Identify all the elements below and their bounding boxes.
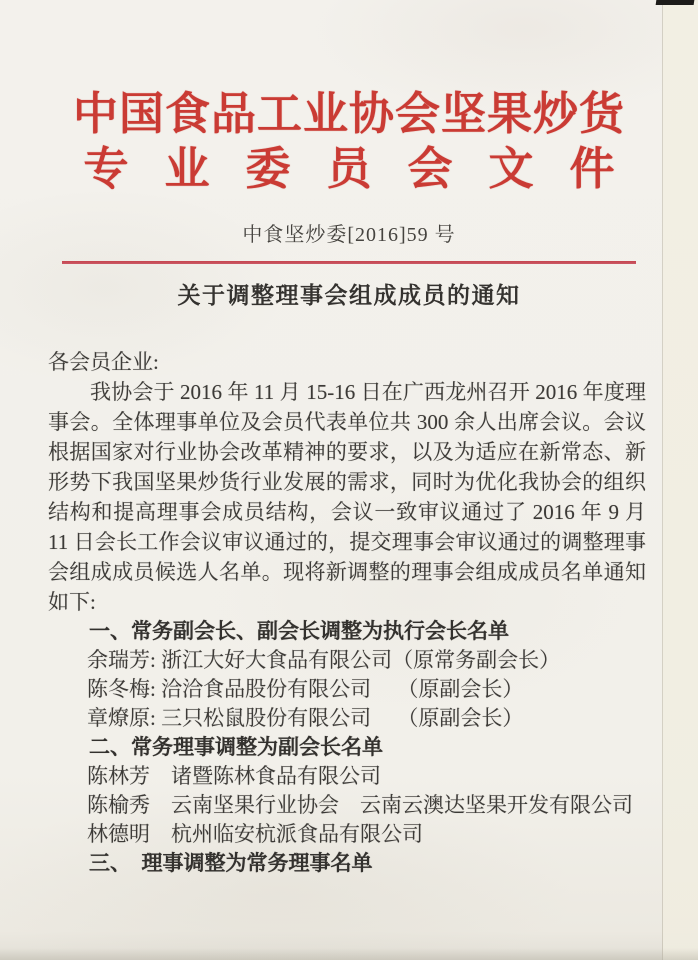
section-1-heading: 一、常务副会长、副会长调整为执行会长名单 [89, 619, 509, 643]
letterhead-org-name-line2: 专业委员会文件 [83, 144, 651, 194]
paper-edge-strip [663, 0, 698, 960]
section-1-entry-1: 余瑞芳: 浙江大好大食品有限公司（原常务副会长） [87, 648, 561, 672]
letterhead-org-name-line1: 中国食品工业协会坚果炒货 [72, 89, 625, 139]
letterhead-org-name-line2-wrap [0, 144, 698, 194]
salutation: 各会员企业: [48, 350, 159, 374]
paper-edge-line [662, 0, 663, 960]
section-2-entry-1: 陈林芳 诸暨陈林食品有限公司 [87, 764, 381, 788]
sections-list [48, 617, 646, 878]
section-2-entry-2: 陈榆秀 云南坚果行业协会 云南云澳达坚果开发有限公司 [87, 793, 633, 817]
document-number: 中食坚炒委[2016]59 号 [242, 224, 456, 246]
document-title: 关于调整理事会组成成员的通知 [177, 283, 521, 308]
section-2-entry-3: 林德明 杭州临安杭派食品有限公司 [87, 822, 423, 846]
section-3-heading: 三、 理事调整为常务理事名单 [89, 851, 373, 875]
section-2-heading: 二、常务理事调整为副会长名单 [89, 735, 383, 759]
section-1-entry-3: 章燎原: 三只松鼠股份有限公司 （原副会长） [87, 706, 524, 730]
section-1-entry-2: 陈冬梅: 洽洽食品股份有限公司 （原副会长） [87, 677, 524, 701]
red-separator-rule [62, 261, 636, 264]
bottom-scan-shadow [0, 948, 698, 960]
document-body [0, 347, 698, 878]
main-paragraph: 我协会于 2016 年 11 月 15-16 日在广西龙州召开 2016 年度理事会。全体理事单位及会员代表单位共 300 余人出席会议。会议根据国家对行业协会改革精神的要求，以及为适应在新常态、新形势下我国坚果炒货行业发展的需求，同时为优化我协会的组织结构和提高理事会成员结构，会议一致审议通过了 2016 年 9 月 11 日会长工作会议审议通过的，提交理事会审议通过的调整理事会组成成员候选人名单。现将新调整的理事会组成成员名单通知如下: [48, 380, 646, 614]
top-right-corner-mark [656, 0, 695, 5]
